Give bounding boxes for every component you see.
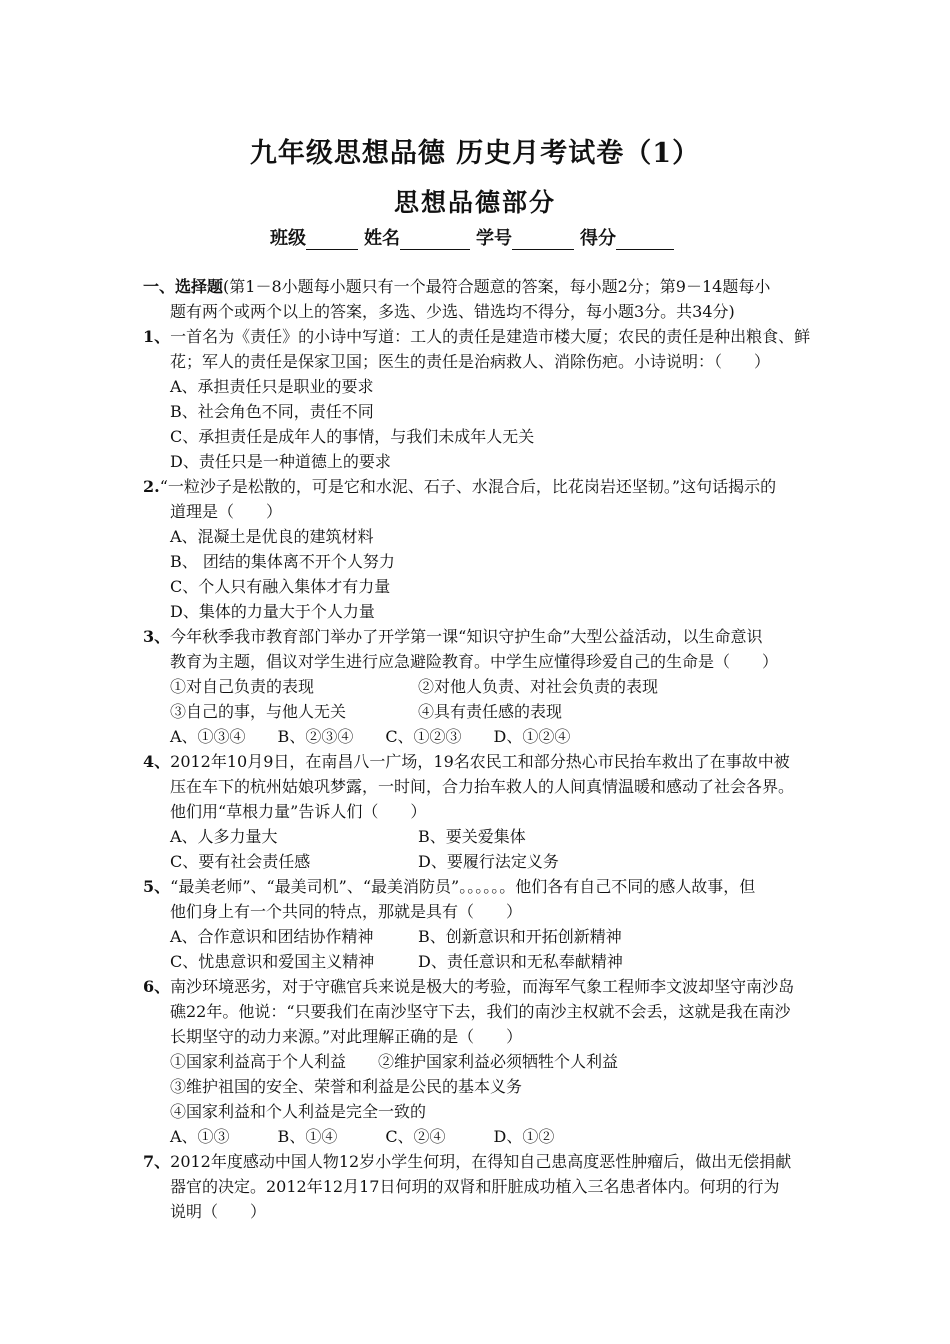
question-stem: 2012年度感动中国人物12岁小学生何玥，在得知自己患高度恶性肿瘤后，做出无偿捐献 [170,1152,792,1171]
option-row [170,950,623,974]
question-stem-cont: 他们用“草根力量”告诉人们（ ） [170,802,427,821]
statement-row [170,675,659,699]
name-blank[interactable] [400,229,470,250]
option-c[interactable]: C、要有社会责任感 [170,852,311,871]
section-heading: 一、选择题 [143,277,224,296]
question-2 [143,475,776,499]
question-stem: 南沙环境恶劣，对于守礁官兵来说是极大的考验，而海军气象工程师李文波却坚守南沙岛 [170,977,795,996]
question-number: 6、 [143,977,171,996]
question-stem: “一粒沙子是松散的，可是它和水泥、石子、水混合后，比花岗岩还坚韧。”这句话揭示的 [159,477,777,496]
question-number: 7、 [143,1152,171,1171]
answer-options[interactable]: A、①③ B、①④ C、②④ D、①② [170,1127,555,1146]
question-stem: “最美老师”、“最美司机”、“最美消防员”。。。。。。他们各有自己不同的感人故事，但 [170,877,756,896]
question-1 [143,325,810,349]
score-blank[interactable] [616,229,674,250]
option-d[interactable]: D、责任意识和无私奉献精神 [418,952,623,971]
question-stem-cont: 长期坚守的动力来源。”对此理解正确的是（ ） [170,1027,523,1046]
statement-row [170,700,563,724]
option-c[interactable]: C、承担责任是成年人的事情，与我们未成年人无关 [170,427,535,446]
statement-4: ④国家利益和个人利益是完全一致的 [170,1102,427,1121]
answer-options[interactable]: A、①③④ B、②③④ C、①②③ D、①②④ [170,727,571,746]
statement-2: ②对他人负责、对社会负责的表现 [418,677,659,696]
question-stem-cont: 礁22年。他说：“只要我们在南沙坚守下去，我们的南沙主权就不会丢，这就是我在南沙 [170,1002,791,1021]
option-b[interactable]: B、 团结的集体离不开个人努力 [170,552,395,571]
student-id-label: 学号 [476,228,512,249]
option-d[interactable]: D、集体的力量大于个人力量 [170,602,375,621]
option-row [170,925,622,949]
option-b[interactable]: B、要关爱集体 [418,827,526,846]
exam-subtitle: 思想品德部分 [393,188,556,217]
question-stem-cont: 他们身上有一个共同的特点，那就是具有（ ） [170,902,523,921]
option-a[interactable]: A、混凝土是优良的建筑材料 [170,527,374,546]
option-a[interactable]: A、人多力量大 [170,827,278,846]
question-3 [143,625,763,649]
question-stem-cont: 花；军人的责任是保家卫国；医生的责任是治病救人、消除伤疤。小诗说明：（ ） [170,352,771,371]
question-number: 5、 [143,877,171,896]
question-stem-cont: 教育为主题，倡议对学生进行应急避险教育。中学生应懂得珍爱自己的生命是（ ） [170,652,779,671]
question-stem-cont: 说明（ ） [170,1202,267,1221]
exam-title: 九年级思想品德 历史月考试卷（1） [249,138,701,169]
option-row [170,850,559,874]
question-5 [143,875,755,899]
student-info-row [0,224,950,250]
score-label: 得分 [580,228,616,249]
question-stem-cont: 道理是（ ） [170,502,283,521]
question-number: 1、 [143,327,171,346]
question-number: 2. [143,477,160,496]
statement-3: ③维护祖国的安全、荣誉和利益是公民的基本义务 [170,1077,523,1096]
option-a[interactable]: A、承担责任只是职业的要求 [170,377,374,396]
question-stem-cont: 器官的决定。2012年12月17日何玥的双肾和肝脏成功植入三名患者体内。何玥的行为 [170,1177,780,1196]
question-stem: 2012年10月9日，在南昌八一广场，19名农民工和部分热心市民抬车救出了在事故中被 [170,752,790,771]
section-instructions: (第1－8小题每小题只有一个最符合题意的答案，每小题2分；第9－14题每小 [223,277,771,296]
question-number: 3、 [143,627,171,646]
name-label: 姓名 [364,228,400,249]
question-stem: 今年秋季我市教育部门举办了开学第一课“知识守护生命”大型公益活动，以生命意识 [170,627,763,646]
option-c[interactable]: C、忧患意识和爱国主义精神 [170,952,375,971]
section-instructions-cont: 题有两个或两个以上的答案，多选、少选、错选均不得分，每小题3分。共34分) [170,302,735,321]
option-d[interactable]: D、要履行法定义务 [418,852,559,871]
student-id-blank[interactable] [512,229,574,250]
statement-1-2: ①国家利益高于个人利益 ②维护国家利益必须牺牲个人利益 [170,1052,619,1071]
section-heading-line [143,275,770,299]
class-label: 班级 [270,228,306,249]
option-b[interactable]: B、创新意识和开拓创新精神 [418,927,622,946]
option-b[interactable]: B、社会角色不同，责任不同 [170,402,374,421]
question-stem-cont: 压在车下的杭州姑娘巩梦露，一时间，合力抬车救人的人间真情温暖和感动了社会各界。 [170,777,795,796]
option-a[interactable]: A、合作意识和团结协作精神 [170,927,374,946]
statement-4: ④具有责任感的表现 [418,702,563,721]
question-4 [143,750,790,774]
class-blank[interactable] [306,229,358,250]
option-c[interactable]: C、个人只有融入集体才有力量 [170,577,391,596]
question-6 [143,975,794,999]
question-stem: 一首名为《责任》的小诗中写道：工人的责任是建造市楼大厦；农民的责任是种出粮食、鲜 [170,327,811,346]
question-7 [143,1150,791,1174]
statement-3: ③自己的事，与他人无关 [170,702,347,721]
statement-1: ①对自己负责的表现 [170,677,315,696]
option-d[interactable]: D、责任只是一种道德上的要求 [170,452,391,471]
option-row [170,825,526,849]
question-number: 4、 [143,752,171,771]
